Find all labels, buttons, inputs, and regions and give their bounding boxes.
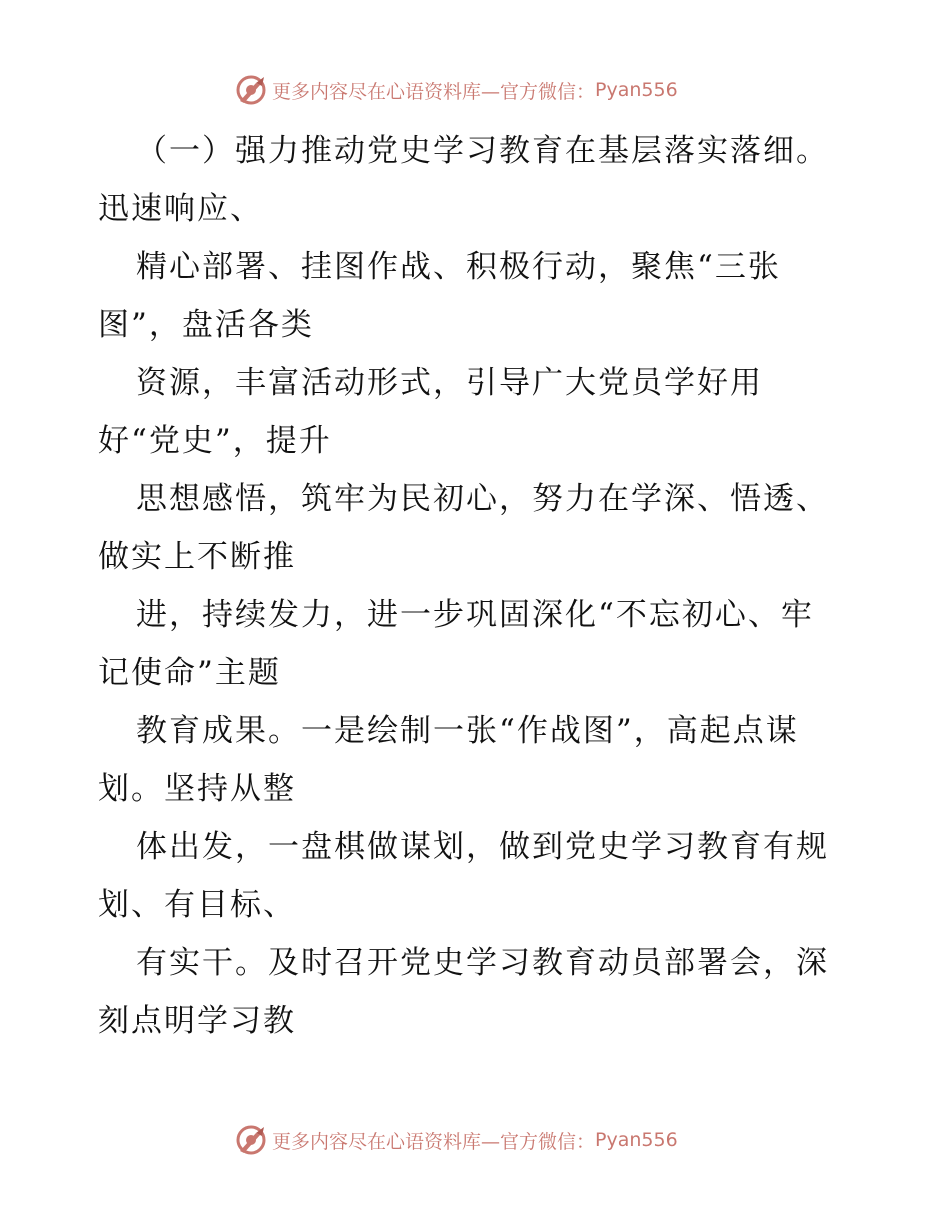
text-line: 刻点明学习教 bbox=[98, 1003, 296, 1039]
footer-banner bbox=[234, 1122, 678, 1158]
text-line: 好“党史”，提升 bbox=[98, 423, 332, 459]
header-banner-text: 更多内容尽在心语资料库—官方微信： bbox=[272, 80, 596, 103]
header-banner bbox=[234, 72, 678, 108]
brand-logo-icon bbox=[234, 73, 268, 107]
paragraph bbox=[98, 122, 868, 1050]
text-line: 教育成果。一是绘制一张“作战图”，高起点谋 bbox=[136, 713, 799, 749]
text-line: 划、有目标、 bbox=[98, 887, 296, 923]
document-body bbox=[98, 122, 868, 1050]
text-line: 体出发，一盘棋做谋划，做到党史学习教育有规 bbox=[136, 829, 829, 865]
text-line: 有实干。及时召开党史学习教育动员部署会，深 bbox=[136, 945, 829, 981]
text-line: 资源，丰富活动形式，引导广大党员学好用 bbox=[136, 365, 763, 401]
brand-logo-icon bbox=[234, 1123, 268, 1157]
footer-banner-wechat-id: Pyan556 bbox=[595, 1129, 678, 1151]
text-line: 进，持续发力，进一步巩固深化“不忘初心、牢 bbox=[136, 597, 814, 633]
text-line: 图”，盘活各类 bbox=[98, 307, 314, 343]
text-line: 思想感悟，筑牢为民初心，努力在学深、悟透、 bbox=[136, 481, 829, 517]
text-line: 划。坚持从整 bbox=[98, 771, 296, 807]
header-banner-wechat-id: Pyan556 bbox=[595, 79, 678, 101]
text-line: 精心部署、挂图作战、积极行动，聚焦“三张 bbox=[136, 249, 781, 285]
text-line: 迅速响应、 bbox=[98, 191, 263, 227]
text-line: 做实上不断推 bbox=[98, 539, 296, 575]
footer-banner-text: 更多内容尽在心语资料库—官方微信： bbox=[272, 1130, 596, 1153]
text-line: 记使命”主题 bbox=[98, 655, 281, 691]
text-line: （一）强力推动党史学习教育在基层落实落细。 bbox=[136, 133, 829, 169]
